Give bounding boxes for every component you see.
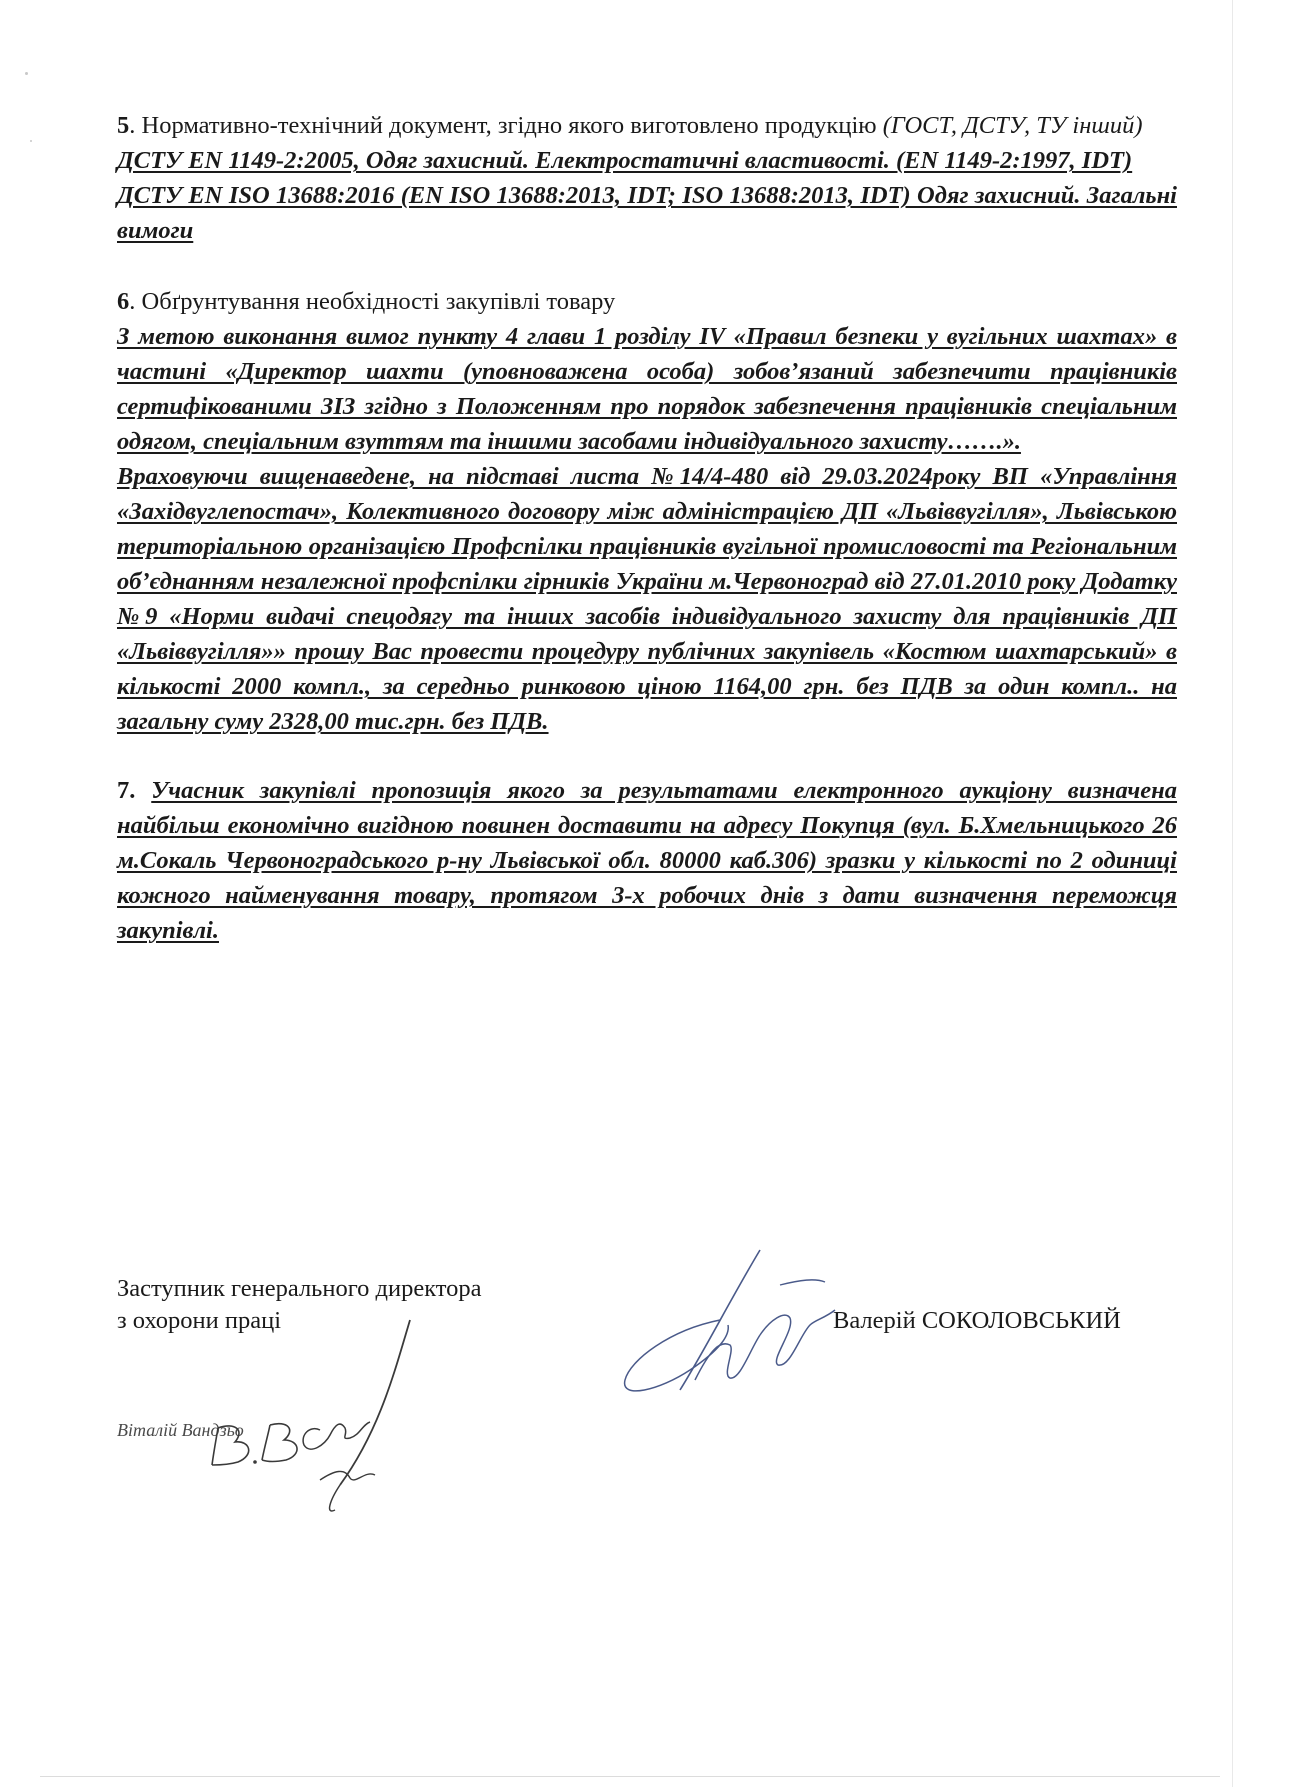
section-6-paragraph-2 [117,459,1177,739]
position-line-2: з охорони праці [117,1307,282,1334]
standard-2-text: ДСТУ EN ISO 13688:2016 (EN ISO 13688:2013, IDT; ISO 13688:2013, IDT) Одяг захисний. Загальні вимоги [117,182,1177,244]
scan-edge-line [1232,0,1233,1787]
section-6-paragraph-1-text: З метою виконання вимог пункту 4 глави 1 розділу IV «Правил безпеки у вугільних шахтах» в частині «Директор шахти (уповноважена особа) зобов’язаний забезпечити працівників сертифікованими ЗІЗ згідно з Положенням про порядок забезпечення працівників спеціальним одягом, спеціальним взуттям та іншими засобами індивідуального захисту…….». [117,323,1177,455]
scan-speck [30,140,32,142]
section-7-text: Учасник закупівлі пропозиція якого за результатами електронного аукціону визначена найбільш економічно вигідною повинен доставити на адресу Покупця (вул. Б.Хмельницького 26 м.Сокаль Червоноградського р-ну Львівської обл. 80000 каб.306) зразки у кількості по 2 одиниці кожного найменування товару, протягом 3-х робочих днів з дати визначення переможця закупівлі. [117,777,1178,944]
section-6-heading: . Обґрунтування необхідності закупівлі товару [129,288,616,315]
section-5 [117,108,1177,143]
section-6-paragraph-1 [117,319,1177,459]
standard-2 [117,178,1177,248]
signatory-name: Валерій СОКОЛОВСЬКИЙ [833,1307,1121,1334]
scan-bottom-line [40,1776,1220,1777]
director-signature-icon [610,1240,860,1410]
section-6-paragraph-2-text: Враховуючи вищенаведене, на підставі листа №14/4-480 від 29.03.2024року ВП «Управління «Західвуглепостач», Колективного договору між адміністрацією ДП «Львіввугілля», Львівською територіальною організацією Профспілки працівників вугільної промисловості та Регіональним об’єднанням незалежної профспілки гірників України м.Червоноград від 27.01.2010 року Додатку №9 «Норми видачі спецодягу та інших засобів індивідуального захисту для працівників ДП «Львіввугілля»» прошу Вас провести процедуру публічних закупівель «Костюм шахтарський» в кількості 2000 компл., за середньо ринковою ціною 1164,00 грн. без ПДВ за один компл.. на загальну суму 2328,00 тис.грн. без ПДВ. [117,463,1177,735]
executor-signature-icon [200,1310,430,1530]
position-line-1: Заступник генерального директора [117,1275,482,1302]
scan-speck [25,72,28,75]
standard-1-text: ДСТУ EN 1149-2:2005, Одяг захисний. Електростатичні властивості. (EN 1149-2:1997, IDT) [117,147,1133,174]
section-6 [117,284,1177,319]
section-7 [117,773,1177,948]
spacer [117,739,1177,773]
section-7-number: 7. [117,777,136,804]
executor-name: Віталій Вандзьо [117,1420,244,1440]
standard-1 [117,143,1177,178]
spacer [117,248,1177,284]
section-6-number: 6 [117,288,130,315]
section-5-note: (ГОСТ, ДСТУ, ТУ інший) [882,112,1143,139]
section-5-heading: . Нормативно-технічний документ, згідно якого виготовлено продукцію [129,112,883,139]
document-body [117,108,1177,948]
section-5-number: 5 [117,112,130,139]
